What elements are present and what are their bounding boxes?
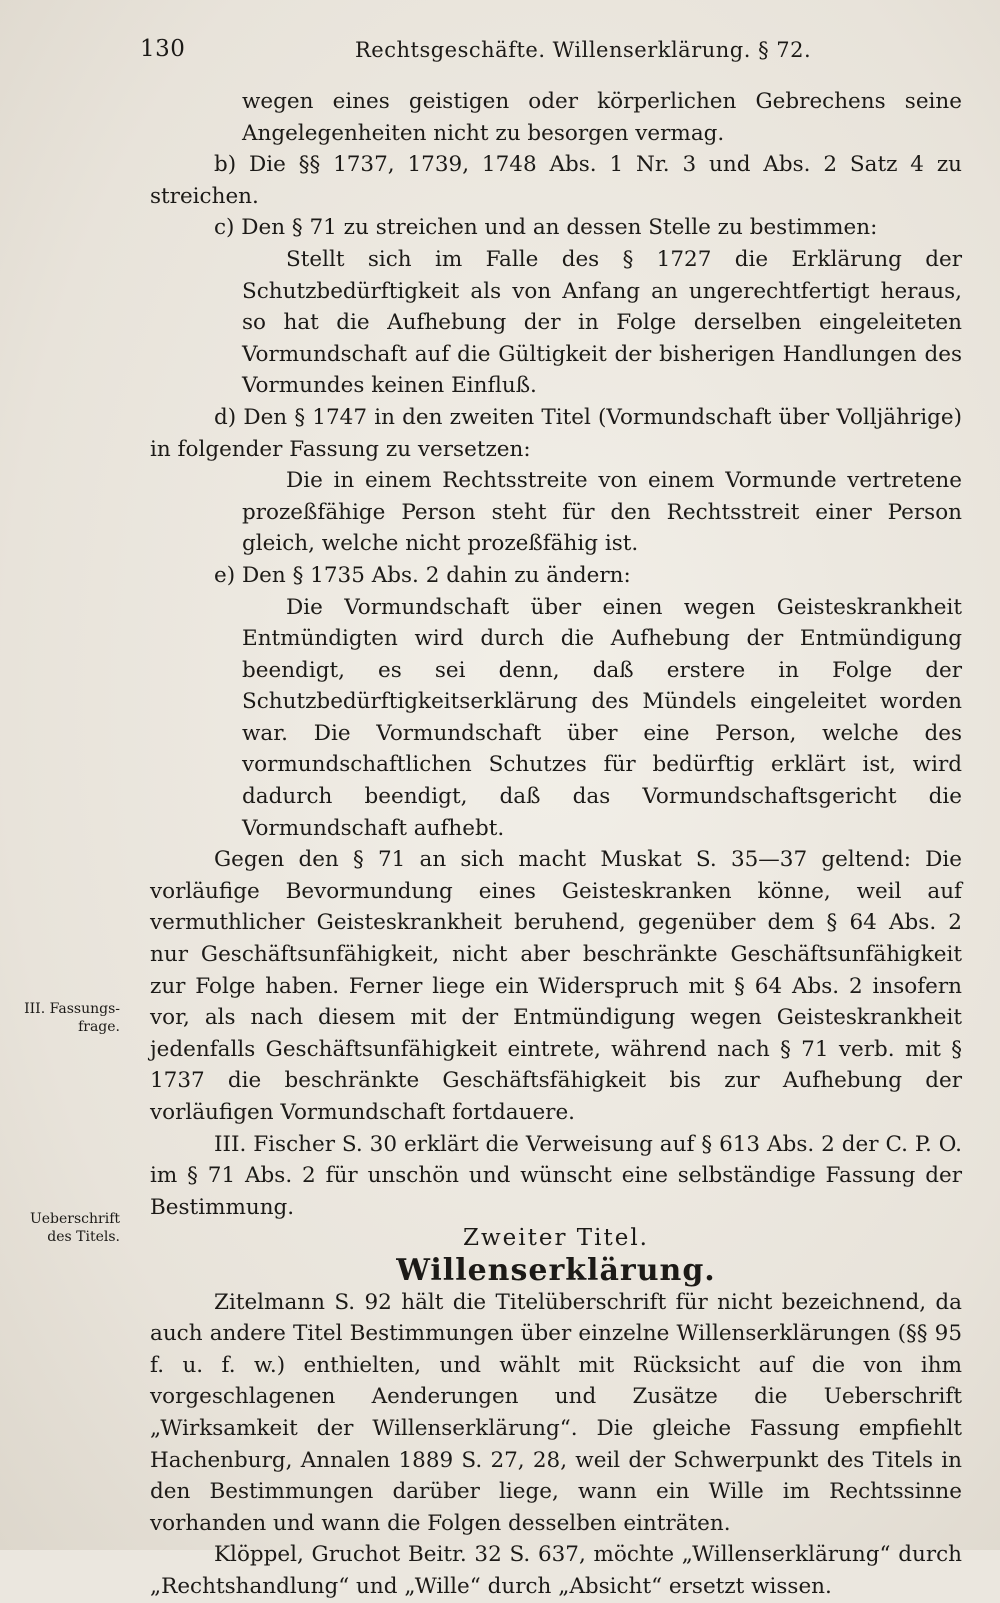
margin-note-ueberschrift: Ueberschrift des Titels. <box>29 1211 120 1245</box>
page-number: 130 <box>140 36 186 62</box>
paragraph-item-b: b) Die §§ 1737, 1739, 1748 Abs. 1 Nr. 3 und Abs. 2 Satz 4 zu streichen. <box>150 152 962 209</box>
paragraph-quote: Stellt sich im Falle des § 1727 die Erklärung der Schutzbedürftigkeit als von Anfang an ungerechtfertigt heraus, so hat die Aufhebung der in Folge derselben eingeleiteten Vormundschaft auf die Gültigkeit der bisherigen Handlungen des Vormundes keinen Einfluß. <box>242 246 962 399</box>
paragraph: III. Fischer S. 30 erklärt die Verweisung auf § 613 Abs. 2 der C. P. O. im § 71 Abs. 2 für unschön und wünscht eine selbständige Fassung der Bestimmung. <box>150 1131 962 1220</box>
running-title: Rechtsgeschäfte. Willenserklärung. § 72. <box>355 38 812 62</box>
paragraph-item-e: e) Den § 1735 Abs. 2 dahin zu ändern: <box>214 562 631 588</box>
body-text <box>150 86 962 1603</box>
section-title: Willenserklärung. <box>396 1252 716 1288</box>
paragraph-item-c: c) Den § 71 zu streichen und an dessen Stelle zu bestimmen: <box>214 215 878 241</box>
paragraph-quote: Die Vormundschaft über einen wegen Geisteskrankheit Entmündigten wird durch die Aufhebung der Entmündigung beendigt, es sei denn, daß erstere in Folge der Schutzbedürftigkeitserklärung des Mündels eingeleitet worden war. Die Vormundschaft über eine Person, welche des vormundschaftlichen Schutzes für bedürftig erklärt ist, wird dadurch beendigt, daß das Vormundschaftsgericht die Vormundschaft aufhebt. <box>242 594 962 841</box>
paragraph: Gegen den § 71 an sich macht Muskat S. 35—37 geltend: Die vorläufige Bevormundung eines Geisteskranken könne, weil auf vermuthlicher Geisteskrankheit beruhend, gegenüber dem § 64 Abs. 2 nur Geschäftsunfähigkeit, nicht aber beschränkte Geschäftsunfähigkeit zur Folge haben. Ferner liege ein Widerspruch mit § 64 Abs. 2 insofern vor, als nach diesem mit der Entmündigung wegen Geisteskrankheit jedenfalls Geschäftsunfähigkeit eintrete, während nach § 71 verb. mit § 1737 die beschränkte Geschäftsfähigkeit bis zur Aufhebung der vorläufigen Vormundschaft fortdauere. <box>150 847 962 1125</box>
paragraph-quote: Die in einem Rechtsstreite von einem Vormunde vertretene prozeßfähige Person steht für den Rechtsstreit einer Person gleich, welche nicht prozeßfähig ist. <box>242 468 962 557</box>
paragraph-item-d: d) Den § 1747 in den zweiten Titel (Vormundschaft über Volljährige) in folgender Fassung zu versetzen: <box>150 404 962 462</box>
paragraph: wegen eines geistigen oder körperlichen Gebrechens seine Angelegenheiten nicht zu besorgen vermag. <box>242 89 962 146</box>
margin-note-fassungsfrage: III. Fassungs- frage. <box>24 1001 120 1035</box>
paragraph: Klöppel, Gruchot Beitr. 32 S. 637, möchte „Willenserklärung“ durch „Rechtshandlung“ und „Wille“ durch „Absicht“ ersetzt wissen. <box>150 1542 962 1599</box>
paragraph: Zitelmann S. 92 hält die Titelüberschrift für nicht bezeichnend, da auch andere Titel Bestimmungen über einzelne Willenserklärungen (§§ 95 f. u. f. w.) enthielten, und wählt mit Rücksicht auf die von ihm vorgeschlagenen Aenderungen und Zusätze die Ueberschrift „Wirksamkeit der Willenserklärung“. Die gleiche Fassung empfiehlt Hachenburg, Annalen 1889 S. 27, 28, weil der Schwerpunkt des Titels in den Bestimmungen darüber liege, wann ein Wille im Rechtssinne vorhanden und wann die Folgen desselben einträten. <box>150 1289 962 1536</box>
section-subtitle: Zweiter Titel. <box>462 1225 649 1252</box>
page-header <box>140 36 940 70</box>
